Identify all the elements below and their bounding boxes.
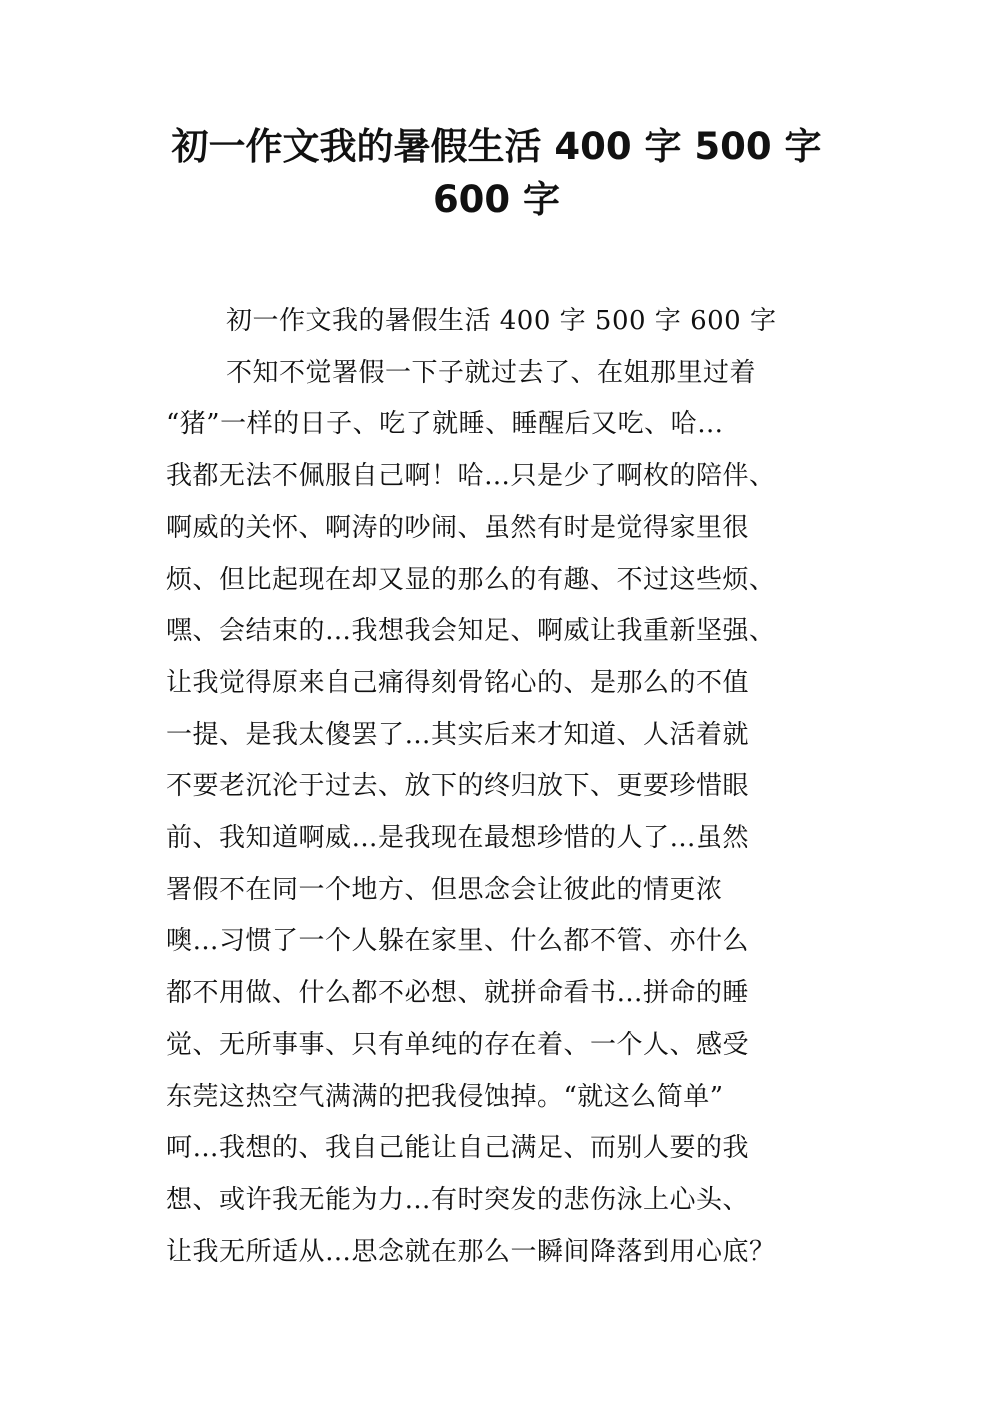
body-line-subtitle: 初一作文我的暑假生活 400 字 500 字 600 字 — [226, 306, 777, 336]
body-line: 都不用做、什么都不必想、就拼命看书…拼命的睡 — [166, 978, 750, 1009]
body-line: 不要老沉沦于过去、放下的终归放下、更要珍惜眼 — [166, 771, 750, 802]
body-line: 想、或许我无能为力…有时突发的悲伤泳上心头、 — [166, 1184, 750, 1215]
body-line: 东莞这热空气满满的把我侵蚀掉。“就这么简单” — [166, 1081, 724, 1112]
body-line: “猪”一样的日子、吃了就睡、睡醒后又吃、哈… — [166, 409, 724, 440]
body-line: 前、我知道啊威…是我现在最想珍惜的人了…虽然 — [166, 823, 750, 854]
body-line: 署假不在同一个地方、但思念会让彼此的情更浓 — [166, 874, 723, 905]
title-line-1: 初一作文我的暑假生活 400 字 500 字 — [171, 125, 822, 168]
document-title — [100, 120, 893, 226]
body-line: 啊威的关怀、啊涛的吵闹、虽然有时是觉得家里很 — [166, 512, 750, 543]
body-line: 噢…习惯了一个人躲在家里、什么都不管、亦什么 — [166, 926, 750, 957]
title-line-2: 600 字 — [432, 178, 561, 221]
body-line: 让我无所适从…思念就在那么一瞬间降落到用心底？ — [166, 1236, 776, 1267]
body-line: 嘿、会结束的…我想我会知足、啊威让我重新坚强、 — [166, 616, 776, 647]
body-line: 让我觉得原来自己痛得刻骨铭心的、是那么的不值 — [166, 667, 750, 698]
body-line: 不知不觉署假一下子就过去了、在姐那里过着 — [226, 357, 757, 388]
body-line: 我都无法不佩服自己啊！哈…只是少了啊枚的陪伴、 — [166, 461, 776, 492]
body-line: 觉、无所事事、只有单纯的存在着、一个人、感受 — [166, 1029, 750, 1060]
body-line: 一提、是我太傻罢了…其实后来才知道、人活着就 — [166, 719, 750, 750]
document-body — [166, 296, 856, 1278]
body-line: 烦、但比起现在却又显的那么的有趣、不过这些烦、 — [166, 564, 776, 595]
body-line: 呵…我想的、我自己能让自己满足、而别人要的我 — [166, 1133, 750, 1164]
